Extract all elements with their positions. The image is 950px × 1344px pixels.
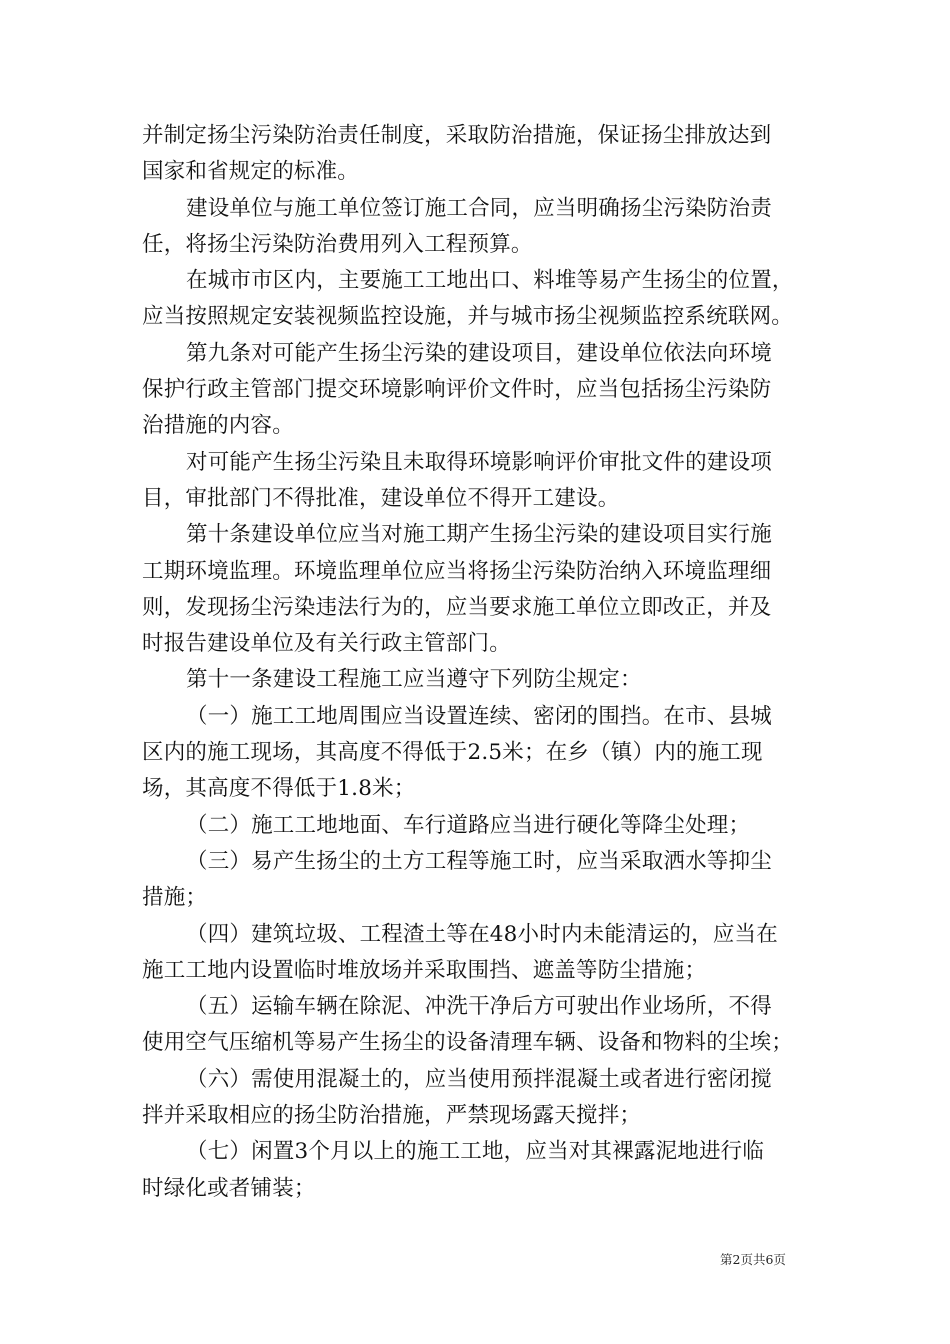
text-line: 建设单位与施工单位签订施工合同，应当明确扬尘污染防治责 (186, 195, 772, 221)
text-line: （七）闲置3个月以上的施工工地，应当对其裸露泥地进行临 (186, 1139, 765, 1165)
text-line: （二）施工工地地面、车行道路应当进行硬化等降尘处理； (186, 812, 751, 838)
text-line: 措施； (142, 885, 208, 911)
text-line: 第九条对可能产生扬尘污染的建设项目，建设单位依法向环境 (186, 340, 772, 366)
text-line: 保护行政主管部门提交环境影响评价文件时，应当包括扬尘污染防 (142, 377, 772, 403)
page-number: 第2页共6页 (720, 1252, 786, 1267)
text-line: 则，发现扬尘污染违法行为的，应当要求施工单位立即改正，并及 (142, 594, 772, 620)
text-line: 时报告建设单位及有关行政主管部门。 (142, 631, 511, 657)
text-line: 并制定扬尘污染防治责任制度，采取防治措施，保证扬尘排放达到 (142, 123, 772, 148)
text-line: （六）需使用混凝土的，应当使用预拌混凝土或者进行密闭搅 (186, 1066, 772, 1092)
text-line: （四）建筑垃圾、工程渣土等在48小时内未能清运的，应当在 (186, 921, 778, 947)
text-line: （一）施工工地周围应当设置连续、密闭的围挡。在市、县城 (186, 703, 772, 729)
text-line: 第十一条建设工程施工应当遵守下列防尘规定： (186, 667, 642, 693)
text-line: 拌并采取相应的扬尘防治措施，严禁现场露天搅拌； (142, 1103, 642, 1129)
text-line: 目，审批部门不得批准，建设单位不得开工建设。 (142, 485, 620, 511)
text-line: 任，将扬尘污染防治费用列入工程预算。 (142, 231, 533, 257)
text-line: 时绿化或者铺装； (142, 1175, 316, 1201)
text-line: （三）易产生扬尘的土方工程等施工时，应当采取洒水等抑尘 (186, 848, 772, 874)
text-line: 在城市市区内，主要施工工地出口、料堆等易产生扬尘的位置， (186, 268, 794, 294)
text-line: （五）运输车辆在除泥、冲洗干净后方可驶出作业场所，不得 (186, 994, 772, 1020)
text-line: 国家和省规定的标准。 (142, 159, 360, 185)
text-line: 场，其高度不得低于1.8米； (142, 776, 416, 802)
document-body (142, 118, 812, 1207)
text-line: 第十条建设单位应当对施工期产生扬尘污染的建设项目实行施 (186, 522, 772, 548)
text-line: 对可能产生扬尘污染且未取得环境影响评价审批文件的建设项 (186, 449, 772, 475)
text-line: 区内的施工现场，其高度不得低于2.5米；在乡（镇）内的施工现 (142, 740, 763, 766)
text-line: 工期环境监理。环境监理单位应当将扬尘污染防治纳入环境监理细 (142, 558, 772, 584)
text-line: 应当按照规定安装视频监控设施，并与城市扬尘视频监控系统联网。 (142, 304, 794, 330)
text-line: 治措施的内容。 (142, 413, 294, 439)
text-line: 使用空气压缩机等易产生扬尘的设备清理车辆、设备和物料的尘埃； (142, 1030, 794, 1056)
text-line: 施工工地内设置临时堆放场并采取围挡、遮盖等防尘措施； (142, 957, 707, 983)
